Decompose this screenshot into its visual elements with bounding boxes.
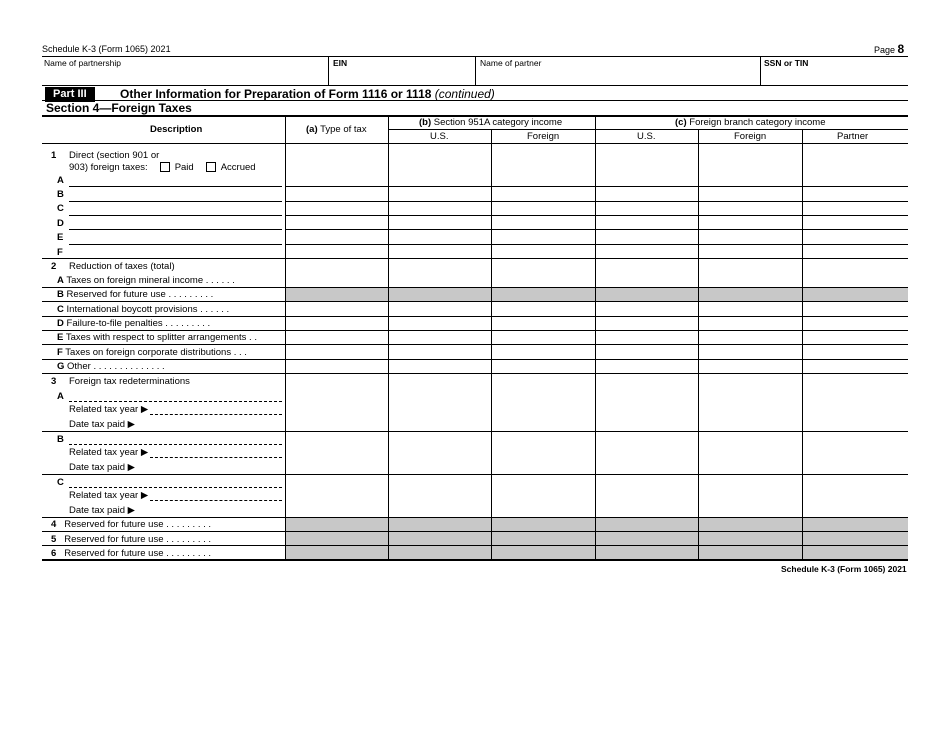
line6-label: Reserved for future use: [64, 548, 164, 559]
col-b-letter: (b): [419, 117, 432, 128]
line6-row: [51, 549, 211, 559]
line2-row-g: [57, 362, 165, 372]
page-label-text: Page: [874, 45, 896, 55]
line1-row-e: E: [57, 232, 64, 243]
line3-group-c: C: [57, 477, 64, 488]
line2-row-e-dots: . .: [249, 332, 257, 343]
line2-row-f: [57, 348, 247, 358]
line3-b-related-label: Related tax year ▶: [69, 447, 149, 458]
line2-row-a-letter: A: [57, 275, 64, 286]
accrued-checkbox[interactable]: [206, 162, 216, 172]
line1-row-e-entry[interactable]: [69, 244, 282, 245]
ein-field[interactable]: EIN: [333, 58, 348, 68]
line1-row-c: C: [57, 203, 64, 214]
line3-group-b: B: [57, 434, 64, 445]
line2-row-a-label: Taxes on foreign mineral income: [66, 275, 204, 286]
col-b-label: Section 951A category income: [433, 117, 563, 128]
line2-row-a: [57, 276, 235, 286]
col-b-us: U.S.: [430, 131, 449, 142]
line1-row-d: D: [57, 218, 64, 229]
shaded-row-5: [285, 532, 908, 546]
partnership-name-field[interactable]: Name of partnership: [44, 58, 122, 68]
line1-row-a: A: [57, 175, 64, 186]
shaded-row-6: [285, 546, 908, 560]
line2-row-f-letter: F: [57, 347, 63, 358]
line2-row-a-dots: . . . . . .: [205, 275, 235, 286]
line5-number: 5: [51, 534, 57, 545]
line2-row-b-dots: . . . . . . . . .: [168, 289, 214, 300]
line4-row: [51, 520, 211, 530]
line2-row-g-label: Other: [67, 361, 91, 372]
col-c-header: [675, 118, 826, 128]
line4-label: Reserved for future use: [64, 519, 164, 530]
line2-title: Reduction of taxes (total): [69, 261, 175, 272]
part-tag: Part III: [45, 87, 95, 102]
line4-number: 4: [51, 519, 57, 530]
footer-form-id: Schedule K-3 (Form 1065) 2021: [781, 564, 907, 574]
line1-text-2: [69, 162, 256, 173]
line2-row-e: [57, 333, 257, 343]
line3-a-entry[interactable]: [69, 401, 282, 402]
line2-row-g-letter: G: [57, 361, 65, 372]
line2-row-c-label: International boycott provisions: [66, 304, 198, 315]
line3-group-a: A: [57, 391, 64, 402]
col-b-header: [419, 118, 562, 128]
col-c-label: Foreign branch category income: [689, 117, 826, 128]
page-number: 8: [897, 42, 905, 56]
line2-row-f-dots: . . .: [233, 347, 247, 358]
line2-row-b-letter: B: [57, 289, 64, 300]
form-id: Schedule K-3 (Form 1065) 2021: [42, 44, 171, 54]
paid-checkbox[interactable]: [160, 162, 170, 172]
line2-row-d-letter: D: [57, 318, 64, 329]
line2-row-d-label: Failure-to-file penalties: [66, 318, 163, 329]
line3-number: 3: [51, 376, 57, 387]
line3-c-related-entry[interactable]: [150, 500, 282, 501]
page-label: [874, 43, 904, 55]
line5-dots: . . . . . . . . .: [166, 534, 212, 545]
line1-row-b: B: [57, 189, 64, 200]
line3-b-date-label: Date tax paid ▶: [69, 462, 135, 473]
ssn-tin-field[interactable]: SSN or TIN: [764, 58, 809, 68]
line6-dots: . . . . . . . . .: [166, 548, 212, 559]
line1-row-b-entry[interactable]: [69, 201, 282, 202]
section-title: Section 4—Foreign Taxes: [46, 101, 192, 115]
col-c-us: U.S.: [637, 131, 656, 142]
line2-row-c-dots: . . . . . .: [200, 304, 230, 315]
partner-name-field[interactable]: Name of partner: [480, 58, 542, 68]
line2-number: 2: [51, 261, 57, 272]
part-title-text: Other Information for Preparation of Form 1116 or 1118: [120, 87, 432, 101]
shaded-row-2b: [285, 288, 908, 302]
line1-row-f: F: [57, 247, 63, 258]
line1-text-2-label: 903) foreign taxes:: [69, 162, 148, 173]
line3-title: Foreign tax redeterminations: [69, 376, 190, 387]
line3-c-date-label: Date tax paid ▶: [69, 505, 135, 516]
line2-row-c: [57, 305, 229, 315]
line2-row-b-label: Reserved for future use: [66, 289, 166, 300]
shaded-row-4: [285, 518, 908, 532]
line3-b-entry[interactable]: [69, 444, 282, 445]
col-c-foreign: Foreign: [734, 131, 767, 142]
line2-row-f-label: Taxes on foreign corporate distributions: [65, 347, 232, 358]
col-c-partner: Partner: [837, 131, 869, 142]
line5-label: Reserved for future use: [64, 534, 164, 545]
line2-row-e-letter: E: [57, 332, 64, 343]
line4-dots: . . . . . . . . .: [166, 519, 212, 530]
type-of-tax-header: [306, 125, 367, 135]
line3-c-entry[interactable]: [69, 487, 282, 488]
line3-a-related-entry[interactable]: [150, 414, 282, 415]
line1-row-a-entry[interactable]: [69, 186, 282, 187]
type-letter: (a): [306, 124, 318, 135]
line3-a-related-label: Related tax year ▶: [69, 404, 149, 415]
line6-number: 6: [51, 548, 57, 559]
line1-row-c-entry[interactable]: [69, 215, 282, 216]
line3-a-date-label: Date tax paid ▶: [69, 419, 135, 430]
paid-label: Paid: [174, 162, 194, 173]
part-title: [120, 88, 495, 100]
line1-row-d-entry[interactable]: [69, 229, 282, 230]
line2-row-c-letter: C: [57, 304, 64, 315]
line3-c-related-label: Related tax year ▶: [69, 490, 149, 501]
description-header: Description: [150, 124, 203, 135]
line2-row-b: [57, 290, 213, 300]
col-c-letter: (c): [675, 117, 687, 128]
part-title-suffix: (continued): [434, 87, 495, 101]
line2-row-d-dots: . . . . . . . . .: [165, 318, 211, 329]
line1-text-1: Direct (section 901 or: [69, 150, 160, 161]
line2-row-d: [57, 319, 210, 329]
line1-number: 1: [51, 150, 57, 161]
line2-row-g-dots: . . . . . . . . . . . . . .: [93, 361, 165, 372]
line5-row: [51, 535, 211, 545]
type-label: Type of tax: [320, 124, 367, 135]
col-b-foreign: Foreign: [527, 131, 560, 142]
accrued-label: Accrued: [220, 162, 256, 173]
line2-row-e-label: Taxes with respect to splitter arrangements: [65, 332, 247, 343]
line3-b-related-entry[interactable]: [150, 457, 282, 458]
